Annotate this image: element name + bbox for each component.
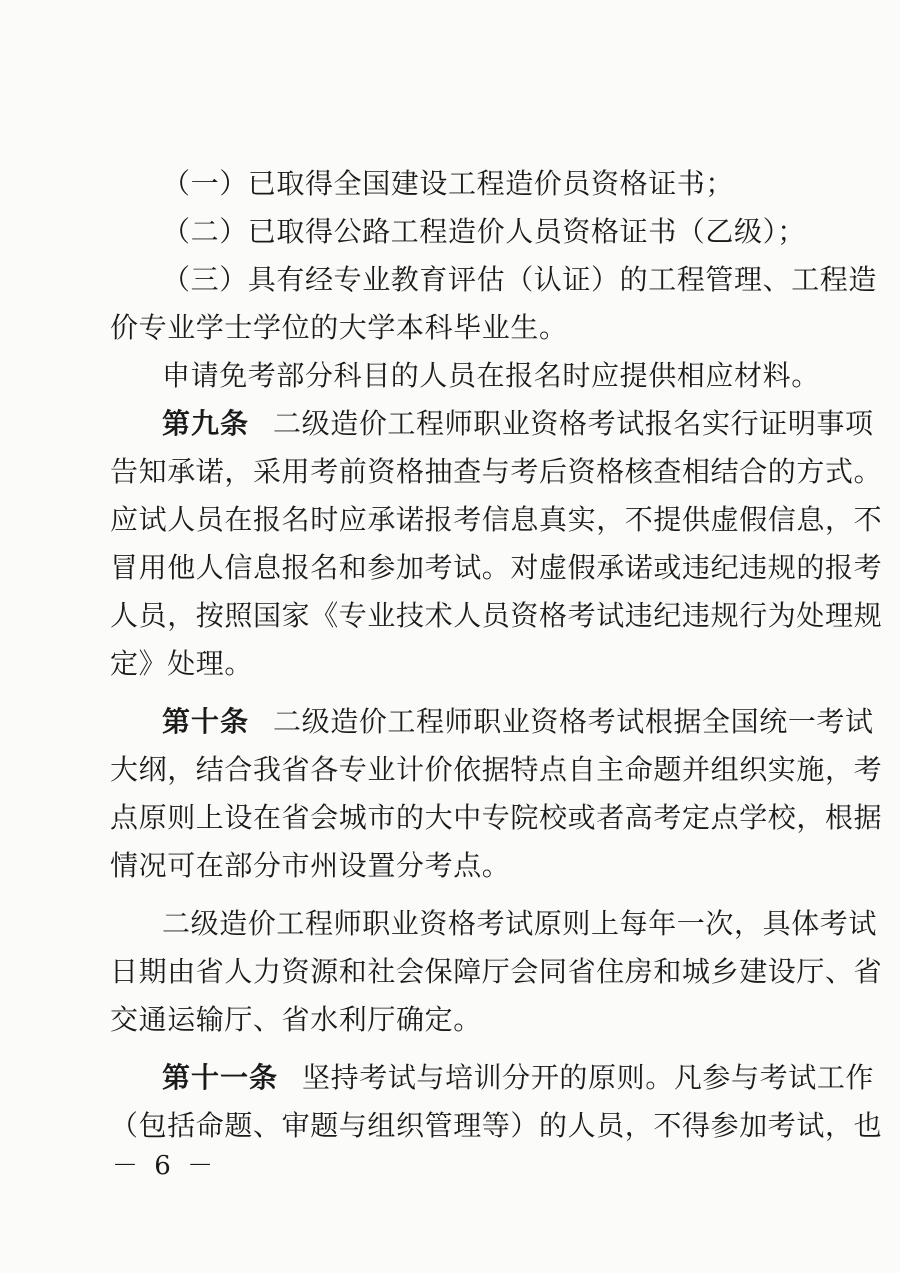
article-9-heading: 第九条 (162, 407, 250, 440)
list-item-2: （二）已取得公路工程造价人员资格证书（乙级）； (162, 215, 806, 248)
list-item-3-cont: 价专业学士学位的大学本科毕业生。 (110, 311, 568, 344)
article-9-line: 冒用他人信息报名和参加考试。对虚假承诺或违纪违规的报考 (110, 551, 883, 584)
article-9-first-line (110, 400, 874, 448)
page-number: － 6 － (112, 1151, 218, 1181)
article-9-line: 人员，按照国家《专业技术人员资格考试违纪违规行为处理规 (110, 599, 883, 632)
article-10-text: 二级造价工程师职业资格考试根据全国统一考试 (273, 705, 874, 738)
article-10-first-line (110, 698, 874, 746)
article-10-line: 点原则上设在省会城市的大中专院校或者高考定点学校，根据 (110, 801, 883, 834)
body-text (110, 160, 883, 1150)
article-10-para2-line: 日期由省人力资源和社会保障厅会同省住房和城乡建设厅、省 (110, 955, 883, 988)
list-item-1: （一）已取得全国建设工程造价员资格证书； (162, 167, 735, 200)
article-11-line: （包括命题、审题与组织管理等）的人员，不得参加考试，也 (110, 1109, 883, 1142)
list-item-3: （三）具有经专业教育评估（认证）的工程管理、工程造 (162, 263, 878, 296)
article-10-line: 大纲，结合我省各专业计价依据特点自主命题并组织实施，考 (110, 753, 883, 786)
article-10-para2-line: 交通运输厅、省水利厅确定。 (110, 1003, 482, 1036)
article-11-first-line (110, 1054, 875, 1102)
article-11-heading: 第十一条 (162, 1061, 279, 1094)
article-9-line: 告知承诺，采用考前资格抽查与考后资格核查相结合的方式。 (110, 455, 883, 488)
article-10-line: 情况可在部分市州设置分考点。 (110, 849, 511, 882)
article-9-line: 应试人员在报名时应承诺报考信息真实，不提供虚假信息，不 (110, 503, 883, 536)
article-10-heading: 第十条 (162, 705, 250, 738)
paragraph-exemption-materials: 申请免考部分科目的人员在报名时应提供相应材料。 (162, 359, 820, 392)
article-11-text: 坚持考试与培训分开的原则。凡参与考试工作 (302, 1061, 875, 1094)
article-10-para2-first: 二级造价工程师职业资格考试原则上每年一次，具体考试 (162, 907, 878, 940)
article-9-text: 二级造价工程师职业资格考试报名实行证明事项 (273, 407, 874, 440)
article-9-line: 定》处理。 (110, 647, 254, 680)
